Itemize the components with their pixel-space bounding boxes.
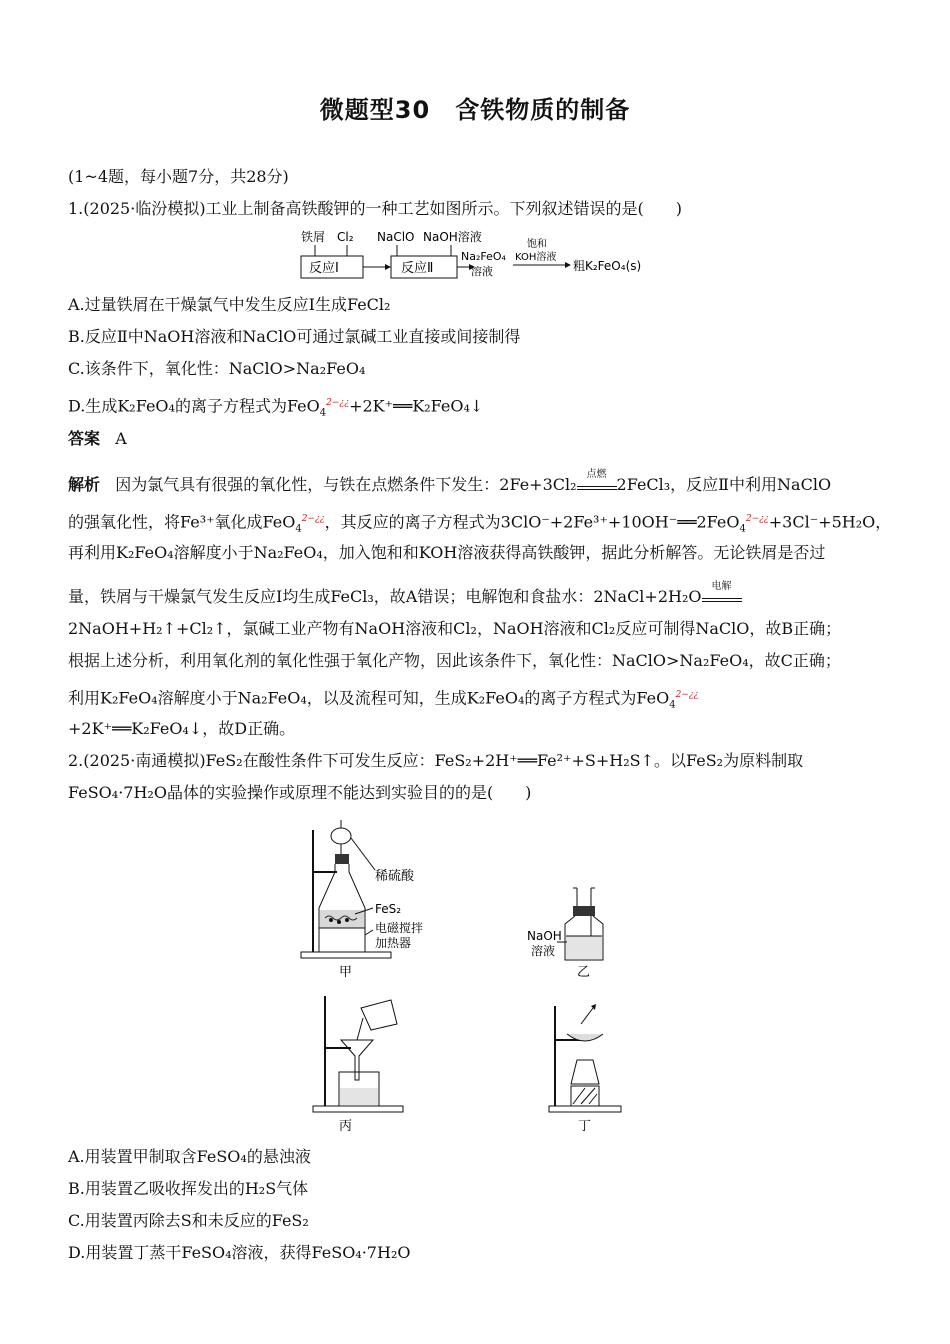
- explanation-line-5: 2NaOH+H₂↑+Cl₂↑，氯碱工业产物有NaOH溶液和Cl₂，NaOH溶液和Cl₂反应可制得NaClO，故B正确；: [68, 619, 842, 638]
- label-fes2: FeS₂: [375, 902, 402, 916]
- ion-subscript: 4: [319, 407, 327, 419]
- flow-box-reaction2-label: 反应Ⅱ: [401, 261, 434, 276]
- exp-text: 量，铁屑与干燥氯气发生反应Ⅰ均生成FeCl₃，故A错误；电解饱和食盐水：2NaCl+2H₂O: [68, 587, 702, 606]
- apparatus-ding: [549, 1004, 621, 1134]
- label-naoh: NaOH: [527, 929, 562, 943]
- answer-label: 答案: [68, 429, 101, 448]
- apparatus-figure: [295, 810, 645, 1140]
- option-d-tail: +2K⁺══K₂FeO₄↓: [349, 396, 484, 416]
- label-jia: 甲: [339, 965, 353, 980]
- condition-electrolysis: 电解: [711, 581, 732, 592]
- explanation-line-3: 再利用K₂FeO₄溶解度小于Na₂FeO₄，加入饱和和KOH溶液获得高铁酸钾，据此分析解答。无论铁屑是否过: [68, 543, 826, 562]
- q2-option-c: C.用装置丙除去S和未反应的FeS₂: [68, 1211, 309, 1230]
- q1-option-b: B.反应Ⅱ中NaOH溶液和NaClO可通过氯碱工业直接或间接制得: [68, 327, 521, 346]
- exp-text: 利用K₂FeO₄溶解度小于Na₂FeO₄，以及流程可知，生成K₂FeO₄的离子方程式为FeO: [68, 688, 670, 708]
- flow-input-naoh: NaOH溶液: [423, 230, 482, 244]
- label-ding: 丁: [578, 1119, 592, 1134]
- condition-arrow: [702, 581, 742, 602]
- explanation-line-8: +2K⁺══K₂FeO₄↓，故D正确。: [68, 719, 296, 738]
- condition-ignite: 点燃: [586, 469, 607, 480]
- ion-superscript: 2−¿¿: [301, 514, 325, 524]
- exp-text: 的强氧化性，将Fe³⁺氧化成FeO: [68, 512, 296, 532]
- flow-input-naclo: NaClO: [377, 230, 415, 244]
- flow-cond-saturated: 饱和: [527, 239, 547, 250]
- exp-text: ，其反应的离子方程式为3ClO⁻+2Fe³⁺+10OH⁻══2FeO: [324, 512, 740, 532]
- answer-value: A: [115, 429, 127, 448]
- flow-mid-solution: 溶液: [471, 265, 493, 278]
- page-title: 微题型30 含铁物质的制备: [319, 96, 631, 124]
- q1-option-a: A.过量铁屑在干燥氯气中发生反应Ⅰ生成FeCl₂: [68, 295, 391, 314]
- q1-answer: [68, 428, 127, 450]
- ion-superscript: 2−¿¿: [675, 690, 699, 700]
- explanation-line-2: [68, 508, 891, 541]
- label-heater: 加热器: [375, 936, 412, 950]
- flow-input-iron: 铁屑: [301, 230, 326, 244]
- section-intro: (1~4题，每小题7分，共28分): [68, 167, 289, 186]
- exp-text: 2FeCl₃，反应Ⅱ中利用NaClO: [616, 475, 832, 494]
- exp-text: +3Cl⁻+5H₂O，: [768, 512, 892, 532]
- label-bing: 丙: [339, 1119, 353, 1134]
- q2-stem-line-2: FeSO₄·7H₂O晶体的实验操作或原理不能达到实验目的的是( ): [68, 783, 532, 802]
- flow-cond-koh: KOH溶液: [515, 252, 557, 263]
- explanation-line-4: [68, 581, 742, 608]
- label-dilute-sulfuric-acid: 稀硫酸: [375, 869, 415, 884]
- q1-option-c: C.该条件下，氧化性：NaClO>Na₂FeO₄: [68, 359, 366, 378]
- q2-stem-line-1: 2.(2025·南通模拟)FeS₂在酸性条件下可发生反应：FeS₂+2H⁺══Fe²⁺+S+H₂S↑。以FeS₂为原料制取: [68, 751, 804, 770]
- apparatus-yi: [527, 888, 603, 980]
- q2-option-d: D.用装置丁蒸干FeSO₄溶液，获得FeSO₄·7H₂O: [68, 1243, 411, 1262]
- option-d-text: D.生成K₂FeO₄的离子方程式为FeO: [68, 396, 320, 416]
- flow-mid-na2feo4: Na₂FeO₄: [461, 250, 506, 263]
- explanation-line-7: [68, 684, 698, 717]
- ion-superscript: 2−¿¿: [745, 514, 769, 524]
- q2-option-a: A.用装置甲制取含FeSO₄的悬浊液: [68, 1147, 311, 1166]
- ion-superscript: 2−¿¿: [326, 398, 350, 408]
- q1-stem: 1.(2025·临汾模拟)工业上制备高铁酸钾的一种工艺如图所示。下列叙述错误的是( ): [68, 199, 683, 218]
- explanation-line-1: [68, 469, 832, 496]
- flow-input-cl2: Cl₂: [337, 230, 354, 244]
- explanation-line-6: 根据上述分析，利用氧化剂的氧化性强于氧化产物，因此该条件下，氧化性：NaClO>Na₂FeO₄，故C正确；: [68, 651, 841, 670]
- exp-text: 因为氯气具有很强的氧化性，与铁在点燃条件下发生：2Fe+3Cl₂: [115, 475, 577, 494]
- process-flow-diagram: [295, 228, 665, 284]
- label-yi: 乙: [577, 965, 591, 980]
- flow-product: 粗K₂FeO₄(s): [573, 259, 642, 273]
- q2-option-b: B.用装置乙吸收挥发出的H₂S气体: [68, 1179, 309, 1198]
- ion-subscript: 4: [739, 523, 746, 535]
- ion-subscript: 4: [295, 523, 302, 535]
- ion-subscript: 4: [669, 699, 676, 711]
- apparatus-bing: [313, 996, 403, 1134]
- explanation-label: 解析: [68, 475, 101, 494]
- apparatus-jia: [301, 820, 423, 980]
- condition-arrow: [577, 469, 617, 490]
- label-naoh-solution: 溶液: [531, 944, 556, 958]
- flow-box-reaction1-label: 反应Ⅰ: [309, 261, 339, 276]
- q1-option-d: [68, 392, 483, 425]
- label-magnetic-stirrer: 电磁搅拌: [375, 921, 424, 935]
